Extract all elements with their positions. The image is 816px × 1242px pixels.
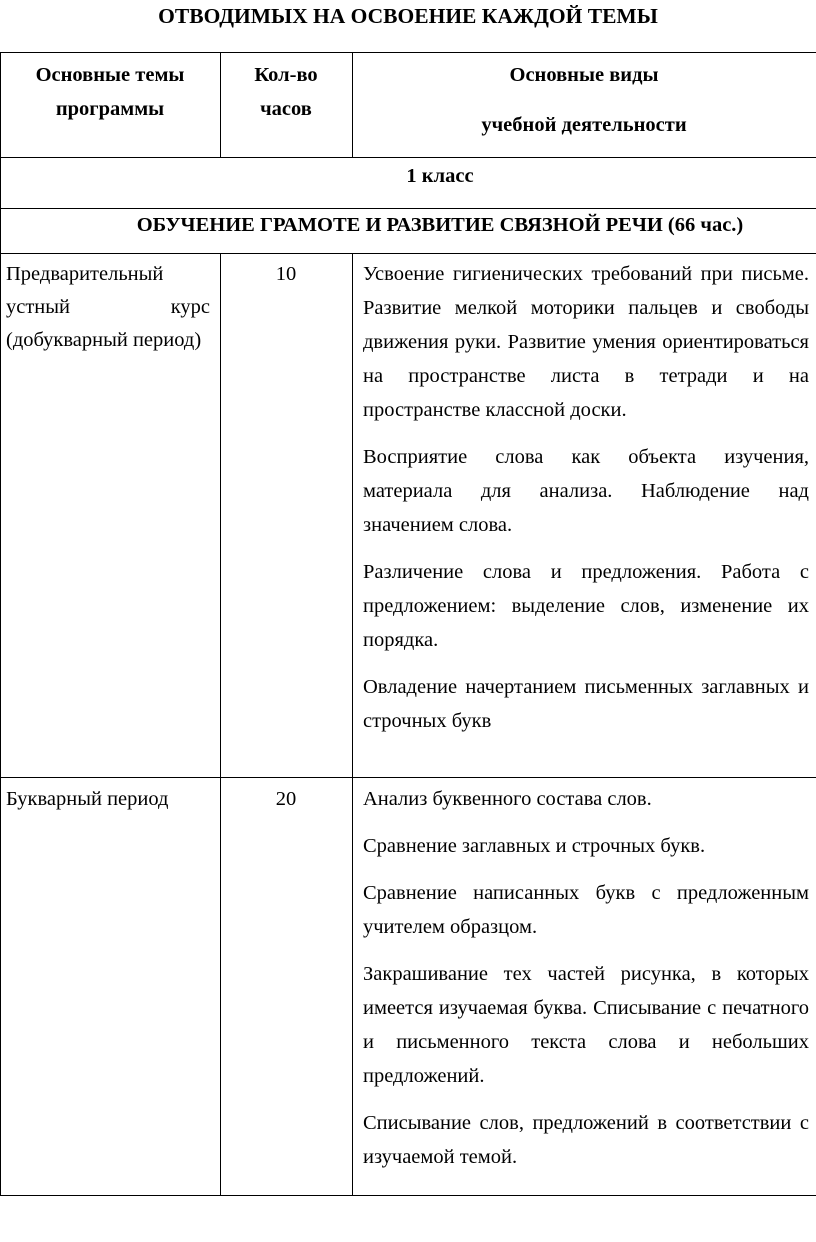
header-activities bbox=[352, 58, 816, 142]
row-hours: 10 bbox=[275, 263, 297, 285]
row-activities bbox=[363, 257, 809, 751]
document-title: ОТВОДИМЫХ НА ОСВОЕНИЕ КАЖДОЙ ТЕМЫ bbox=[158, 4, 658, 28]
grade-label: 1 класс bbox=[406, 165, 474, 187]
table-rule bbox=[0, 777, 816, 778]
table-rule bbox=[352, 253, 353, 1196]
header-hours-line: Кол-во bbox=[254, 64, 318, 86]
table-rule bbox=[0, 253, 816, 254]
activity-paragraph: Сравнение заглавных и строчных букв. bbox=[363, 835, 706, 857]
table-rule bbox=[0, 1195, 816, 1196]
row-topic: Предварительный устный курс (добукварный период) bbox=[6, 263, 210, 351]
header-activities-line: учебной деятельности bbox=[481, 114, 687, 136]
activity-paragraph: Закрашивание тех частей рисунка, в которых имеется изучаемая буква. Списывание с печатного и письменного текста слова и небольших предложений. bbox=[363, 963, 809, 1087]
table-rule bbox=[0, 208, 816, 209]
activity-paragraph: Сравнение написанных букв с предложенным учителем образцом. bbox=[363, 882, 809, 938]
activity-paragraph: Различение слова и предложения. Работа с предложением: выделение слов, изменение их порядка. bbox=[363, 561, 809, 651]
header-topics-line: Основные темы bbox=[35, 64, 185, 86]
row-hours: 20 bbox=[275, 788, 297, 810]
activity-paragraph: Овладение начертанием письменных заглавных и строчных букв bbox=[363, 676, 809, 732]
header-hours-line: часов bbox=[260, 98, 312, 120]
activity-paragraph: Восприятие слова как объекта изучения, материала для анализа. Наблюдение над значением слова. bbox=[363, 446, 809, 536]
header-hours bbox=[220, 58, 352, 126]
header-activities-line: Основные виды bbox=[509, 64, 659, 86]
activity-paragraph: Усвоение гигиенических требований при письме. Развитие мелкой моторики пальцев и свободы движения руки. Развитие умения ориентироваться на пространстве листа в тетради и на пространстве классной доски. bbox=[363, 263, 809, 421]
table-rule bbox=[220, 253, 221, 1196]
table-rule bbox=[0, 52, 816, 53]
activity-paragraph: Списывание слов, предложений в соответствии с изучаемой темой. bbox=[363, 1112, 809, 1168]
header-topics bbox=[0, 58, 220, 126]
row-topic: Букварный период bbox=[6, 788, 169, 810]
section-label: ОБУЧЕНИЕ ГРАМОТЕ И РАЗВИТИЕ СВЯЗНОЙ РЕЧИ (66 час.) bbox=[136, 214, 744, 236]
activity-paragraph: Анализ буквенного состава слов. bbox=[363, 788, 652, 810]
row-activities bbox=[363, 782, 809, 1187]
header-topics-line: программы bbox=[55, 98, 165, 120]
table-rule bbox=[0, 157, 816, 158]
